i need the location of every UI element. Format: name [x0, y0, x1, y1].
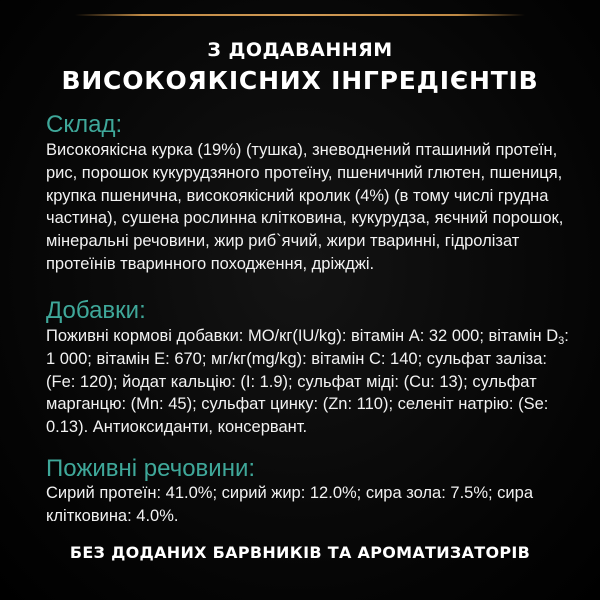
nutrients-title: Поживні речовини: [46, 455, 256, 482]
additives-text-part2: : 1 000; вітамін E: 670; мг/кг(mg/kg): вітамін C: 140; сульфат заліза: (Fe: 120); йодат кальцію: (I: 1.9); сульфат міді: (Cu: 13); сульфат марганцю: (Mn: 45); сульфат цинку: (Zn: 110); селеніт натрію: (Se: 0.13). Антиоксиданти, консервант. [46, 327, 569, 437]
composition-title: Склад: [46, 111, 123, 138]
additives-text [46, 325, 576, 439]
heading-title: ВИСОКОЯКІСНИХ ІНГРЕДІЄНТІВ [61, 66, 539, 95]
vitamin-d-subscript: 3 [558, 335, 565, 347]
nutrients-text: Сирий протеїн: 41.0%; сирий жир: 12.0%; сира зола: 7.5%; сира клітковина: 4.0%. [46, 484, 533, 525]
additives-title: Добавки: [46, 297, 146, 324]
composition-text: Високоякісна курка (19%) (тушка), зневоднений пташиний протеїн, рис, порошок кукурудзяного протеїну, пшеничний глютен, пшениця, крупка пшенична, високоякісний кролик (4%) (в тому числі грудна частина), сушена рослинна клітковина, кукурудза, яєчний порошок, мінеральні речовини, жир риб`ячий, жири тваринні, гідролізат протеїнів тваринного походження, дріжджі. [46, 141, 564, 273]
footer-claim: БЕЗ ДОДАНИХ БАРВНИКІВ ТА АРОМАТИЗАТОРІВ [69, 543, 531, 562]
heading-subtitle: З ДОДАВАННЯМ [207, 39, 393, 61]
gold-divider [75, 14, 525, 16]
additives-text-part1: Поживні кормові добавки: МО/кг(IU/kg): вітамін А: 32 000; вітамін D [46, 327, 559, 345]
